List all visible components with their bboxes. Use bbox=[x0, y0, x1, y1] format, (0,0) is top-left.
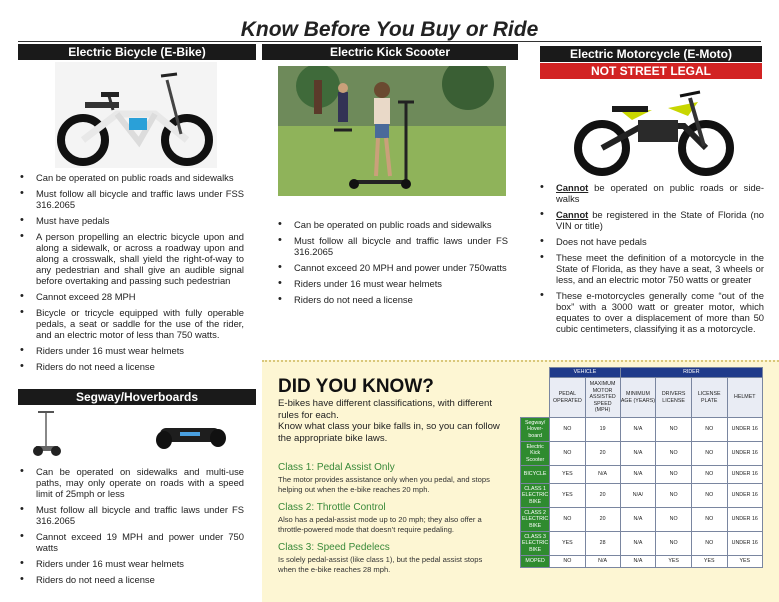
emphasis-cannot: Cannot bbox=[556, 209, 589, 220]
table-cell: NO bbox=[691, 532, 727, 556]
list-item: • Riders do not need a license bbox=[276, 294, 508, 305]
table-corner bbox=[521, 368, 550, 378]
emoto-bullets bbox=[538, 182, 764, 339]
row-header: CLASS 2 ELECTRIC BIKE bbox=[521, 508, 550, 532]
table-cell: UNDER 16 bbox=[727, 508, 762, 532]
did-you-know-intro: E-bikes have different classifications, with different rules for each. bbox=[278, 398, 493, 421]
list-item: • Can be operated on public roads and sidewalks bbox=[276, 219, 508, 230]
group-header-vehicle: VEHICLE bbox=[550, 368, 620, 378]
table-row bbox=[521, 556, 763, 568]
table-cell: NO bbox=[550, 556, 585, 568]
table-cell: N/A bbox=[620, 556, 656, 568]
list-item: • A person propelling an electric bicycle upon and along a sidewalk, or across a roadway upon and along a crosswalk, shall yield the right-of-way to any pedestrian and shall give an audible signal before overtaking and passing such pedestrian bbox=[18, 231, 244, 286]
table-cell: N/A bbox=[620, 508, 656, 532]
ebike-photo bbox=[55, 62, 217, 168]
table-cell: 20 bbox=[585, 508, 620, 532]
list-item: • Riders under 16 must wear helmets bbox=[18, 345, 244, 356]
emoto-photo bbox=[572, 86, 740, 178]
comparison-table bbox=[520, 367, 763, 568]
row-header: Segway/ Hover-board bbox=[521, 418, 550, 442]
table-cell: UNDER 16 bbox=[727, 532, 762, 556]
column-header: LICENSE PLATE bbox=[691, 378, 727, 418]
column-header: PEDAL OPERATED bbox=[550, 378, 585, 418]
table-row bbox=[521, 418, 763, 442]
list-item: • Must have pedals bbox=[18, 215, 244, 226]
class-3-heading: Class 3: Speed Pedelecs bbox=[278, 542, 390, 553]
table-row bbox=[521, 532, 763, 556]
class-2-text: Also has a pedal-assist mode up to 20 mph; they also offer a throttle-powered mode that doesn’t require pedaling. bbox=[278, 515, 482, 534]
class-2-heading: Class 2: Throttle Control bbox=[278, 502, 386, 513]
table-cell: YES bbox=[550, 532, 585, 556]
list-item: • Cannot exceed 20 MPH and power under 750watts bbox=[276, 262, 508, 273]
table-cell: N/A bbox=[620, 466, 656, 484]
table-cell: 28 bbox=[585, 532, 620, 556]
column-header: DRIVERS LICENSE bbox=[656, 378, 692, 418]
list-item: • Must follow all bicycle and traffic laws under FS 316.2065 bbox=[276, 235, 508, 257]
table-cell: YES bbox=[656, 556, 692, 568]
ebike-bullets bbox=[18, 172, 244, 377]
group-header-rider: RIDER bbox=[620, 368, 762, 378]
table-cell: N/A bbox=[585, 556, 620, 568]
table-row bbox=[521, 484, 763, 508]
row-header: BICYCLE bbox=[521, 466, 550, 484]
list-item: • Riders do not need a license bbox=[18, 574, 244, 585]
table-cell: UNDER 16 bbox=[727, 466, 762, 484]
did-you-know-title: DID YOU KNOW? bbox=[278, 376, 434, 397]
row-header: Electric Kick Scooter bbox=[521, 442, 550, 466]
class-1-text: The motor provides assistance only when you pedal, and stops helping out when the e-bike reaches 20 mph. bbox=[278, 475, 490, 494]
table-corner bbox=[521, 378, 550, 418]
column-header: MAXIMUM MOTOR ASSISTED SPEED (MPH) bbox=[585, 378, 620, 418]
table-cell: NO bbox=[550, 508, 585, 532]
emoto-header: Electric Motorcycle (E-Moto) bbox=[540, 46, 762, 62]
ebike-header: Electric Bicycle (E-Bike) bbox=[18, 44, 256, 60]
table-cell: NO bbox=[691, 484, 727, 508]
segway-photo bbox=[30, 408, 240, 458]
table-cell: YES bbox=[691, 556, 727, 568]
table-row bbox=[521, 508, 763, 532]
segway-bullets bbox=[18, 466, 244, 590]
table-cell: NO bbox=[691, 442, 727, 466]
table-cell: YES bbox=[550, 466, 585, 484]
list-item: • Does not have pedals bbox=[538, 236, 764, 247]
list-item bbox=[538, 209, 764, 231]
emoto-bullet-text: be registered in the State of Florida (no VIN or title) bbox=[556, 209, 764, 231]
scooter-riders-illustration bbox=[278, 66, 506, 196]
table-cell: NO bbox=[656, 442, 692, 466]
table-cell: 19 bbox=[585, 418, 620, 442]
segway-hoverboard-illustration bbox=[30, 408, 240, 458]
row-header: CLASS 1 ELECTRIC BIKE bbox=[521, 484, 550, 508]
table-cell: NO bbox=[691, 466, 727, 484]
ebike-illustration bbox=[55, 62, 217, 168]
segway-header: Segway/Hoverboards bbox=[18, 389, 256, 405]
table-cell: 20 bbox=[585, 484, 620, 508]
list-item: • Can be operated on public roads and sidewalks bbox=[18, 172, 244, 183]
table-cell: NO bbox=[656, 508, 692, 532]
table-cell: NO bbox=[691, 418, 727, 442]
table-cell: NO bbox=[656, 466, 692, 484]
table-cell: NO bbox=[691, 508, 727, 532]
table-row bbox=[521, 466, 763, 484]
row-header: MOPED bbox=[521, 556, 550, 568]
column-header: MINIMUM AGE (YEARS) bbox=[620, 378, 656, 418]
row-header: CLASS 3 ELECTRIC BIKE bbox=[521, 532, 550, 556]
list-item: • Must follow all bicycle and traffic laws under FS 316.2065 bbox=[18, 504, 244, 526]
table-cell: UNDER 16 bbox=[727, 484, 762, 508]
table-cell: N/A bbox=[620, 532, 656, 556]
title-divider bbox=[18, 41, 761, 42]
list-item: • Must follow all bicycle and traffic laws under FSS 316.2065 bbox=[18, 188, 244, 210]
emoto-bullet-text: be operated on public roads or side-walks bbox=[556, 182, 764, 204]
list-item: • Can be operated on sidewalks and multi-use paths, may only operate on roads with a speed limit of 25mph or less bbox=[18, 466, 244, 499]
table-cell: YES bbox=[727, 556, 762, 568]
list-item: • Cannot exceed 19 MPH and power under 750 watts bbox=[18, 531, 244, 553]
table-cell: NO bbox=[550, 418, 585, 442]
scooter-header: Electric Kick Scooter bbox=[262, 44, 518, 60]
table-cell: N/A bbox=[620, 442, 656, 466]
list-item: • Cannot exceed 28 MPH bbox=[18, 291, 244, 302]
table-cell: YES bbox=[550, 484, 585, 508]
scooter-bullets bbox=[276, 219, 508, 310]
list-item: • Riders do not need a license bbox=[18, 361, 244, 372]
table-cell: NO bbox=[656, 484, 692, 508]
list-item: • These e-motorcycles generally come “out of the box” with a 3000 watt or greater motor, which equates to over a displacement of more than 50 cubic centimeters, classifying it as a motorcycle. bbox=[538, 290, 764, 334]
table-row bbox=[521, 442, 763, 466]
table-cell: UNDER 16 bbox=[727, 442, 762, 466]
electric-motorcycle-illustration bbox=[572, 86, 740, 178]
class-1-heading: Class 1: Pedal Assist Only bbox=[278, 462, 395, 473]
list-item: • Bicycle or tricycle equipped with fully operable pedals, a seat or saddle for the use of the rider, and an electric motor of less than 750 watts. bbox=[18, 307, 244, 340]
table-cell: NO bbox=[550, 442, 585, 466]
table-cell: UNDER 16 bbox=[727, 418, 762, 442]
class-3-text: Is solely pedal-assist (like class 1), but the pedal assist stops when the e-bike reaches 28 mph. bbox=[278, 555, 483, 574]
not-street-legal-badge: NOT STREET LEGAL bbox=[540, 63, 762, 79]
column-header: HELMET bbox=[727, 378, 762, 418]
list-item: • These meet the definition of a motorcycle in the State of Florida, as they have a seat, 3 wheels or less, and an electric motor 750 watts or greater bbox=[538, 252, 764, 285]
table-cell: NO bbox=[656, 532, 692, 556]
table-cell: N/A bbox=[620, 418, 656, 442]
page-title: Know Before You Buy or Ride bbox=[240, 18, 539, 41]
table-cell: 20 bbox=[585, 442, 620, 466]
did-you-know-advice: Know what class your bike falls in, so you can follow the appropriate bike laws. bbox=[278, 421, 500, 444]
emphasis-cannot: Cannot bbox=[556, 182, 589, 193]
list-item bbox=[538, 182, 764, 204]
list-item: • Riders under 16 must wear helmets bbox=[18, 558, 244, 569]
table-cell: N/A bbox=[585, 466, 620, 484]
list-item: • Riders under 16 must wear helmets bbox=[276, 278, 508, 289]
table-cell: NO bbox=[656, 418, 692, 442]
scooter-photo bbox=[278, 66, 506, 196]
table-cell: N/A/ bbox=[620, 484, 656, 508]
